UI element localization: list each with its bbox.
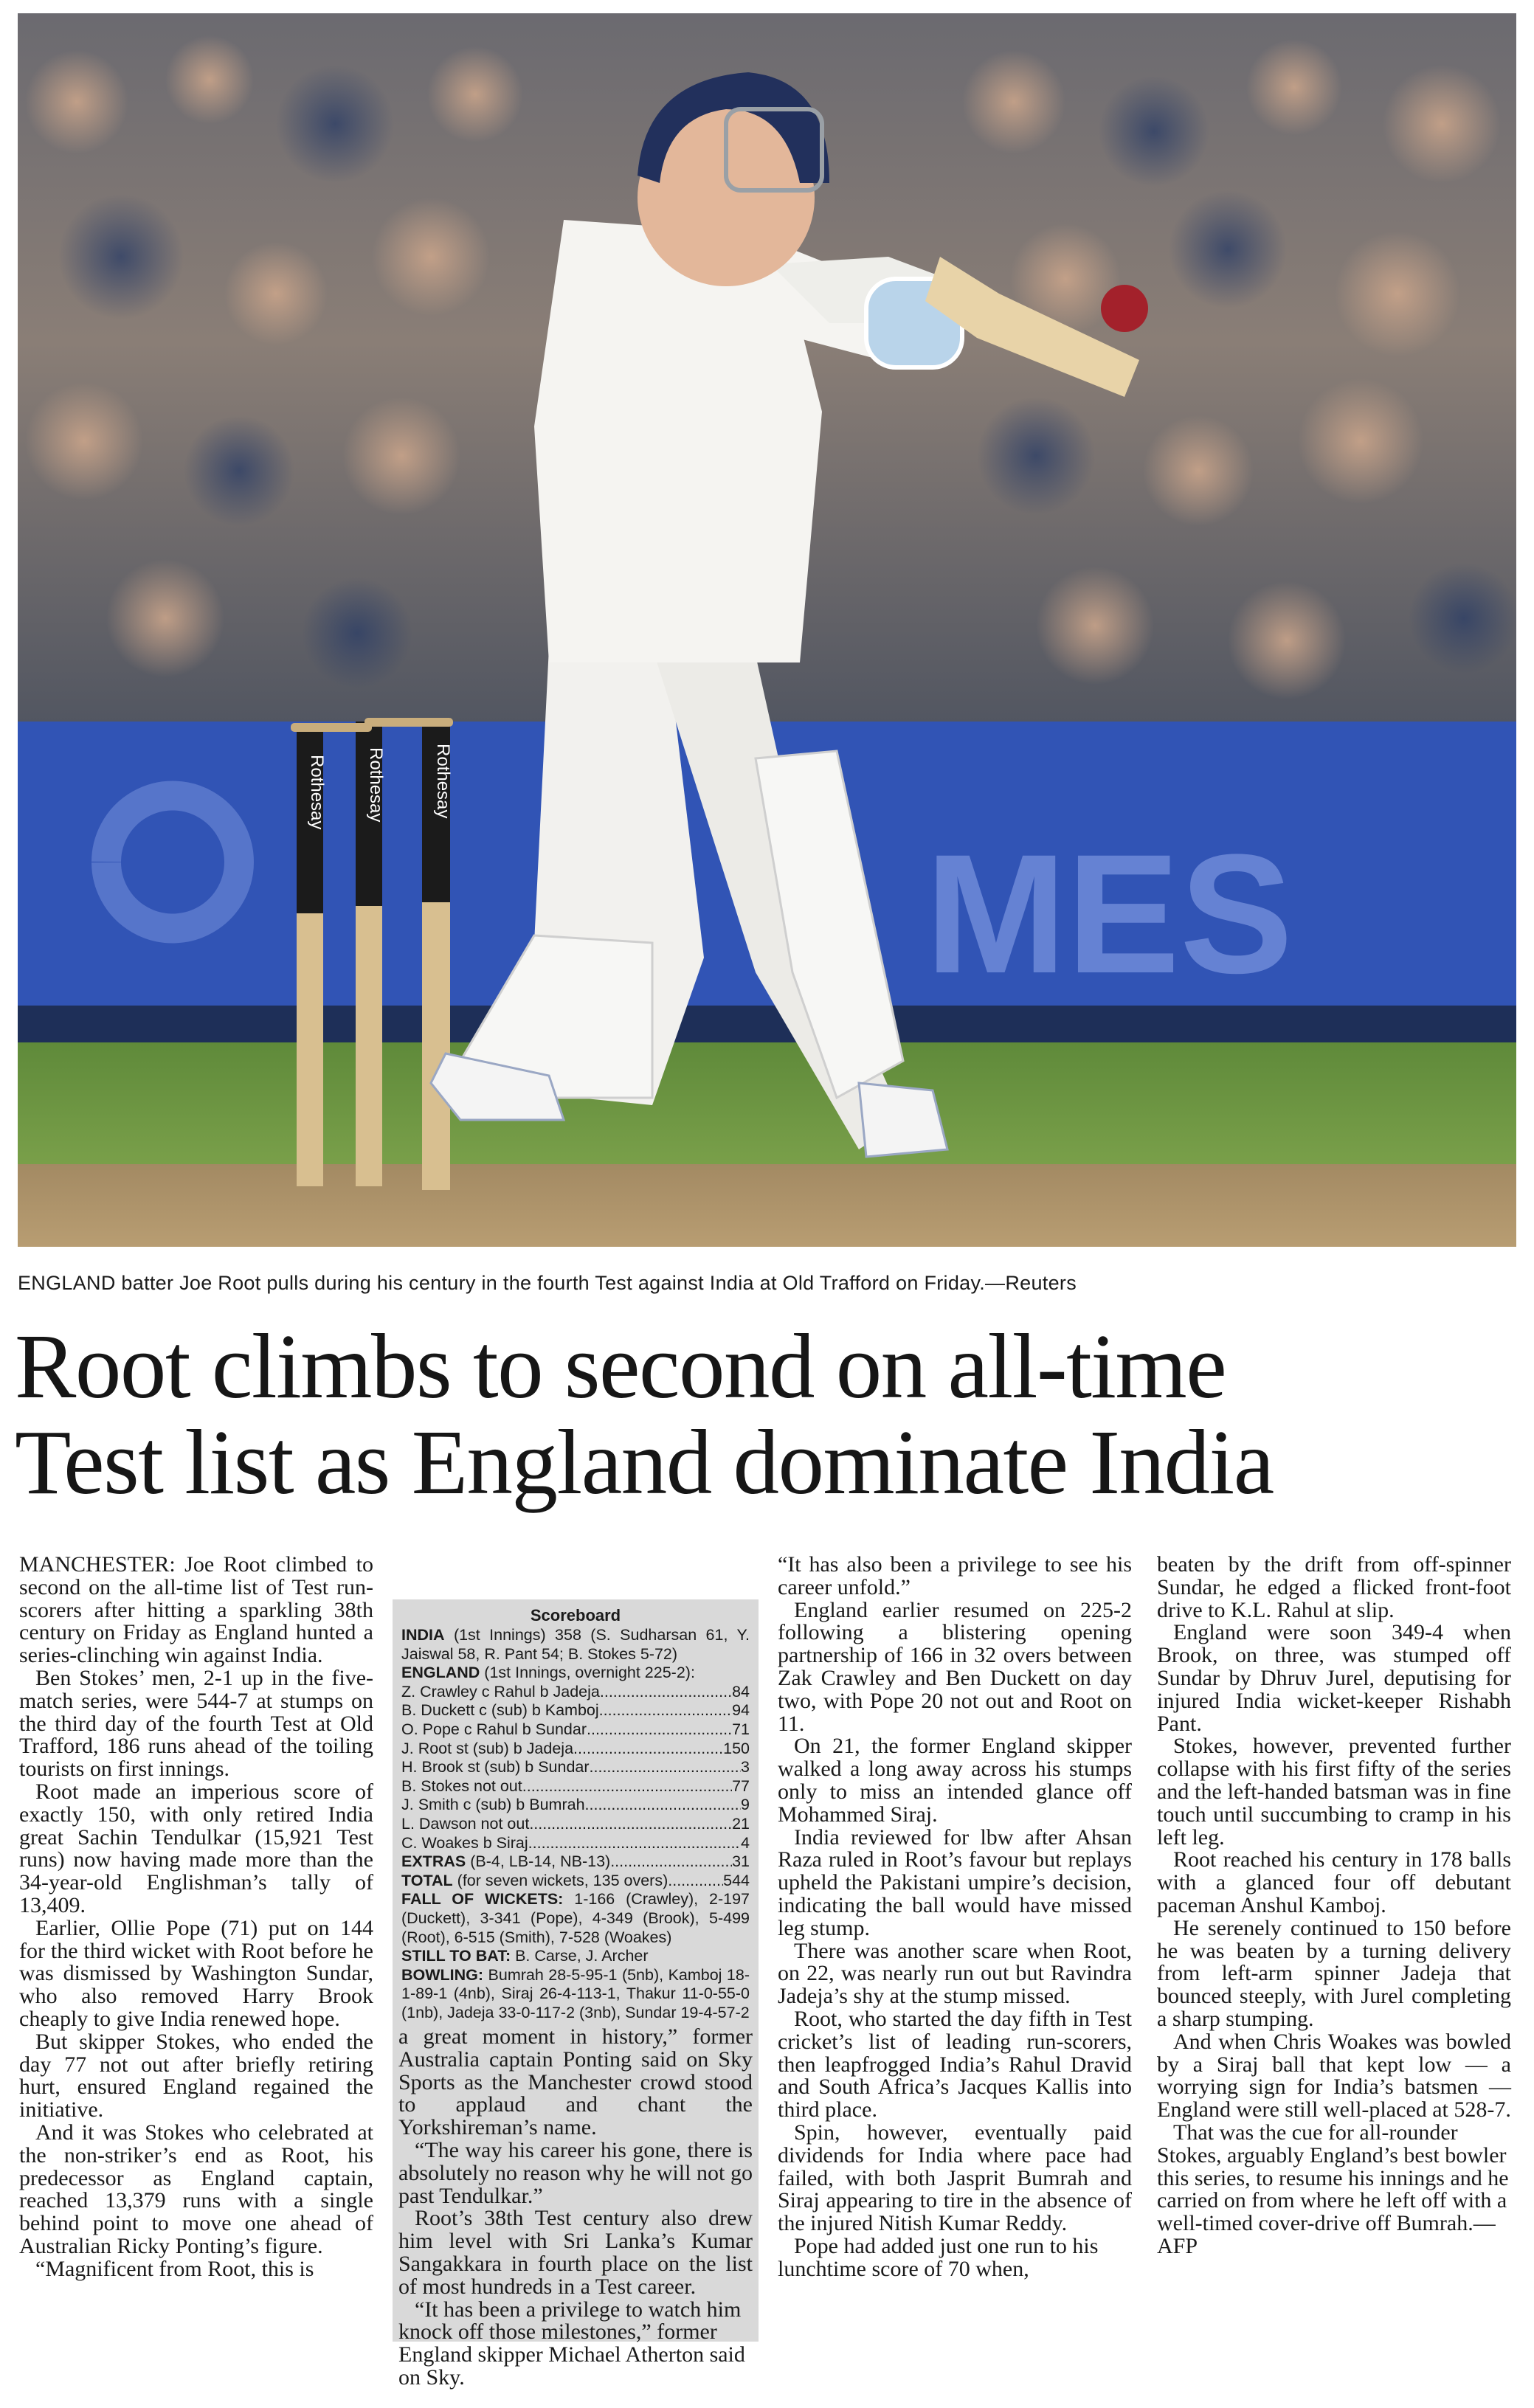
paragraph: Root, who started the day fifth in Test cricket’s list of leading run-scorers, then leapfrogged India’s Rahul Dravid and South Africa’s Jacques Kallis into third place.	[778, 2006, 1132, 2122]
paragraph: “The way his career his gone, there is absolutely no reason why he will not go past Tendulkar.”	[398, 2137, 753, 2208]
india-label: INDIA	[401, 1626, 445, 1644]
article-column-1	[19, 1554, 373, 2281]
scoreboard-india	[401, 1626, 750, 1664]
total-row: TOTAL (for seven wickets, 135 overs) ..... 544	[401, 1872, 750, 1891]
england-label: ENGLAND	[401, 1664, 480, 1682]
england-summary: (1st Innings, overnight 225-2):	[484, 1664, 695, 1682]
scoreboard-title: Scoreboard	[530, 1606, 621, 1625]
paragraph: “It has also been a privilege to see his career unfold.”	[778, 1552, 1132, 1599]
article-photo	[18, 13, 1516, 1247]
paragraph: beaten by the drift from off-spinner Sundar, he edged a flicked front-foot drive to K.L. Rahul at slip.	[1157, 1552, 1511, 1622]
article-column-4	[1157, 1554, 1511, 2258]
batting-row: C. Woakes b Siraj ..... 4	[401, 1834, 750, 1853]
paragraph: Root reached his century in 178 balls with a glanced four off debutant paceman Anshul Kamboj.	[1157, 1847, 1511, 1917]
headline-line-2: Test list as England dominate India	[15, 1412, 1274, 1514]
paragraph: But skipper Stokes, who ended the day 77 not out after briefly retiring hurt, ensured England regained the initiative.	[19, 2029, 373, 2122]
paragraph: Stokes, however, prevented further collapse with his first fifty of the series and the left-handed batsman was in fine touch until succumbing to cramp in his left leg.	[1157, 1734, 1511, 1850]
photo-caption: ENGLAND batter Joe Root pulls during his century in the fourth Test against India at Old Trafford on Friday.—Reuters	[18, 1272, 1077, 1294]
extras-row: EXTRAS (B-4, LB-14, NB-13) ..... 31	[401, 1852, 750, 1872]
stumps	[291, 718, 453, 1190]
paragraph: And when Chris Woakes was bowled by a Siraj ball that kept low — a worrying sign for India’s batsmen — England were still well-placed at 528-7.	[1157, 2029, 1511, 2122]
fall-of-wickets: FALL OF WICKETS: 1-166 (Crawley), 2-197 (Duckett), 3-341 (Pope), 4-349 (Brook), 5-499 (Root), 6-515 (Smith), 7-528 (Woakes)	[401, 1890, 750, 1946]
batting-row: Z. Crawley c Rahul b Jadeja ..... 84	[401, 1683, 750, 1702]
batting-row: B. Duckett c (sub) b Kamboj ..... 94	[401, 1701, 750, 1720]
headline	[15, 1316, 1520, 1514]
paragraph: There was another scare when Root, on 22, was nearly run out but Ravindra Jadeja’s shy at the stump missed.	[778, 1938, 1132, 2009]
india-summary: (1st Innings) 358 (S. Sudharsan 61, Y. Jaiswal 58, R. Pant 54; B. Stokes 5-72)	[401, 1626, 750, 1663]
stump-label: Rothesay	[307, 755, 327, 830]
paragraph: And it was Stokes who celebrated at the non-striker’s end as Root, his predecessor as England captain, reached 13,379 runs with a single behind point to move one ahead of Australian Ricky Ponting’s figure.	[19, 2120, 373, 2258]
batting-row: H. Brook st (sub) b Sundar ..... 3	[401, 1758, 750, 1777]
board-text: MES	[925, 819, 1293, 1008]
paragraph: Pope had added just one run to his lunchtime score of 70 when,	[778, 2233, 1099, 2281]
article-column-2	[398, 2026, 753, 2390]
paragraph: England earlier resumed on 225-2 following a blistering opening partnership of 166 in 32 overs between Zak Crawley and Ben Duckett on day two, with Pope 20 not out and Root on 11.	[778, 1597, 1132, 1736]
article-column-3	[778, 1554, 1132, 2281]
paragraph: That was the cue for all-rounder Stokes, arguably England’s best bowler this series, to resume his innings and he carried on from where he left off with a well-timed cover-drive off Bumrah.—AFP	[1157, 2120, 1509, 2258]
paragraph: India reviewed for lbw after Ahsan Raza ruled in Root’s favour but replays upheld the Pakistani umpire’s decision, indicating the ball would have missed leg stump.	[778, 1824, 1132, 1940]
batting-row: J. Smith c (sub) b Bumrah ..... 9	[401, 1796, 750, 1815]
paragraph: He serenely continued to 150 before he was beaten by a turning delivery from left-arm spinner Jadeja that bounced steeply, with Jurel completing a sharp stumping.	[1157, 1915, 1511, 2031]
headline-line-1: Root climbs to second on all-time	[15, 1316, 1226, 1418]
paragraph: Spin, however, eventually paid dividends for India where pace had failed, with both Jasprit Bumrah and Siraj appearing to tire in the absence of the injured Nitish Kumar Reddy.	[778, 2120, 1132, 2236]
batting-row: J. Root st (sub) b Jadeja ..... 150	[401, 1740, 750, 1759]
paragraph: “Magnificent from Root, this is	[35, 2256, 314, 2281]
paragraph: MANCHESTER: Joe Root climbed to second on the all-time list of Test run-scorers after hitting a sparkling 38th century on Friday as England hunted a series-clinching win against India.	[19, 1552, 373, 1668]
batting-row: L. Dawson not out ..... 21	[401, 1815, 750, 1834]
stump-label: Rothesay	[433, 744, 453, 819]
stump-label: Rothesay	[366, 747, 386, 823]
batting-row: O. Pope c Rahul b Sundar ..... 71	[401, 1720, 750, 1740]
paragraph: On 21, the former England skipper walked a long away across his stumps only to miss an intended glance off Mohammed Siraj.	[778, 1734, 1132, 1827]
paragraph: a great moment in history,” former Australia captain Ponting said on Sky Sports as the Manchester crowd stood to applaud and chant the Yorkshireman’s name.	[398, 2024, 753, 2140]
scoreboard-england	[401, 1664, 750, 1683]
paragraph: Earlier, Ollie Pope (71) put on 144 for the third wicket with Root before he was dismissed by Washington Sundar, who also removed Harry Brook cheaply to give India renewed hope.	[19, 1915, 373, 2031]
paragraph: “It has been a privilege to watch him knock off those milestones,” former England skipper Michael Atherton said on Sky.	[398, 2297, 745, 2390]
paragraph: Root made an imperious score of exactly 150, with only retired India great Sachin Tendulkar (15,921 Test runs) now having made more than the 34-year-old Englishman’s tally of 13,409.	[19, 1779, 373, 1917]
paragraph: England were soon 349-4 when Brook, on three, was stumped off Sundar by Dhruv Jurel, deputising for injured India wicket-keeper Rishabh Pant.	[1157, 1620, 1511, 1736]
paragraph: Root’s 38th Test century also drew him level with Sri Lanka’s Kumar Sangakkara in fourth place on the list of most hundreds in a Test career.	[398, 2206, 753, 2299]
paragraph: Ben Stokes’ men, 2-1 up in the five-match series, were 544-7 at stumps on the third day of the fourth Test at Old Trafford, 186 runs ahead of the toiling tourists on first innings.	[19, 1665, 373, 1782]
still-to-bat: STILL TO BAT: B. Carse, J. Archer	[401, 1947, 649, 1965]
bowling-figures: BOWLING: Bumrah 28-5-95-1 (5nb), Kamboj 18-1-89-1 (4nb), Siraj 26-4-113-1, Thakur 11-0-55-0 (1nb), Jadeja 33-0-117-2 (3nb), Sundar 19-4-57-2	[401, 1965, 750, 2021]
batting-row: B. Stokes not out ..... 77	[401, 1777, 750, 1796]
